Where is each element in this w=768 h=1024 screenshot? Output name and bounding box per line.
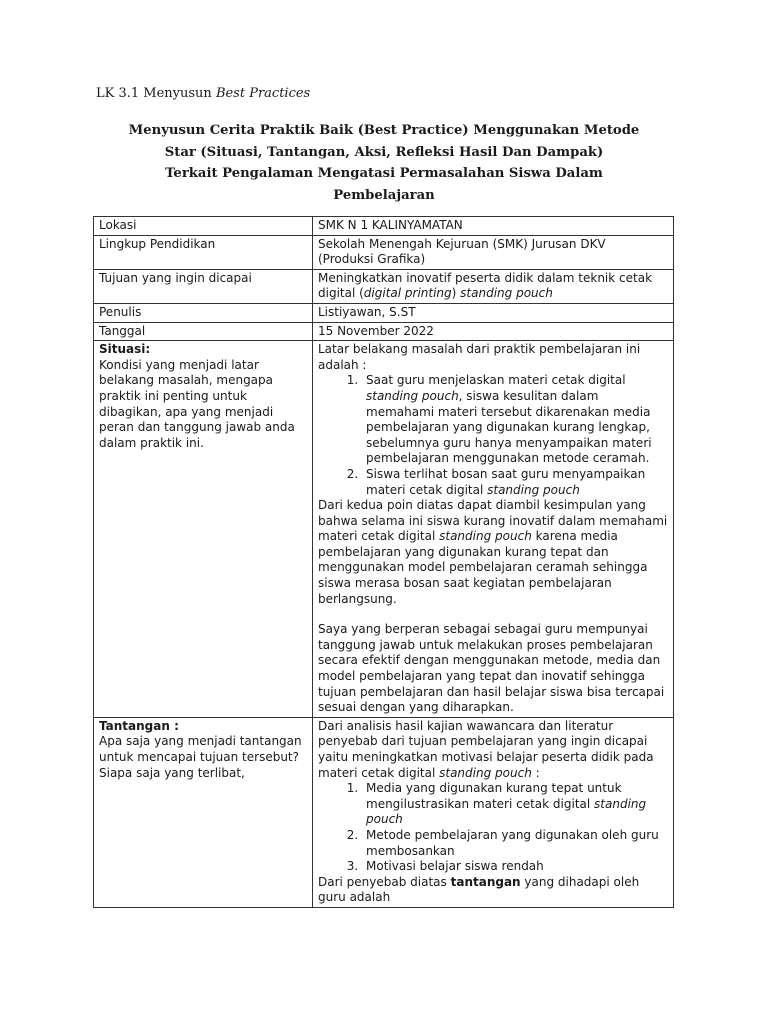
row-tantangan: [94, 717, 674, 907]
situasi-list: [318, 373, 669, 498]
best-practice-table: [93, 216, 674, 908]
tantangan-intro: [318, 719, 669, 781]
situasi-item2-italic: standing pouch: [487, 482, 580, 497]
worksheet-heading-italic: Best Practices: [215, 86, 311, 101]
tantangan-item-3: 3. Motivasi belajar siswa rendah: [362, 859, 669, 875]
tujuan-text-1: Meningkatkan inovatif peserta didik dalam teknik cetak digital (: [318, 270, 653, 301]
tantangan-outro-text-a: Dari penyebab diatas: [318, 874, 451, 889]
title-line-4: Pembelajaran: [333, 187, 435, 203]
situasi-item2-text-a: Siswa terlihat bosan saat guru menyampaikan materi cetak digital: [366, 466, 646, 497]
paragraph-spacer: [318, 607, 669, 622]
tantangan-content: [313, 717, 674, 907]
tantangan-desc: Apa saja yang menjadi tantangan untuk mencapai tujuan tersebut? Siapa saja yang terlibat,: [99, 734, 302, 780]
tantangan-outro-bold: tantangan: [450, 874, 521, 889]
tantangan-intro-text-a: Dari analisis hasil kajian wawancara dan literatur penyebab dari tujuan pembelajaran yang ingin dicapai yaitu meningkatkan motivasi belajar peserta didik pada materi cetak digital: [318, 718, 654, 780]
tantangan-item1-text-a: Media yang digunakan kurang tepat untuk mengilustrasikan materi cetak digital: [366, 781, 622, 811]
tujuan-italic-2: standing pouch: [460, 286, 553, 301]
tantangan-label-cell: [94, 717, 313, 907]
tantangan-item1-italic: standing pouch: [366, 796, 647, 827]
worksheet-heading: [96, 86, 310, 101]
situasi-intro: Latar belakang masalah dari praktik pembelajaran ini adalah :: [318, 342, 641, 372]
penulis-value: Listiyawan, S.ST: [313, 303, 674, 322]
situasi-paragraph-1: [318, 498, 669, 607]
tujuan-text-2: ): [451, 286, 461, 301]
lokasi-value: SMK N 1 KALINYAMATAN: [313, 217, 674, 236]
situasi-paragraph-2: Saya yang berperan sebagai sebagai guru mempunyai tanggung jawab untuk melakukan proses pembelajaran secara efektif dengan menggunakan metode, media dan model pembelajaran yang tepat dan inovatif sehingga tujuan pembelajaran dan hasil belajar siswa bisa tercapai sesuai dengan yang diharapkan.: [318, 622, 665, 715]
tantangan-list: [318, 781, 669, 875]
tanggal-label: Tanggal: [94, 322, 313, 341]
tujuan-italic-1: digital printing: [363, 286, 452, 301]
tujuan-value: [313, 269, 674, 303]
situasi-label-cell: [94, 341, 313, 718]
title-line-2: Star (Situasi, Tantangan, Aksi, Refleksi Hasil Dan Dampak): [164, 144, 604, 160]
row-tujuan: [94, 269, 674, 303]
tantangan-item-2: 2. Metode pembelajaran yang digunakan oleh guru membosankan: [362, 828, 669, 859]
row-tanggal: [94, 322, 674, 341]
row-lokasi: [94, 217, 674, 236]
document-title: [96, 120, 672, 206]
situasi-desc: Kondisi yang menjadi latar belakang masalah, mengapa praktik ini penting untuk dibagikan, apa yang menjadi peran dan tanggung jawab anda dalam praktik ini.: [99, 357, 295, 450]
worksheet-heading-prefix: LK 3.1 Menyusun: [96, 86, 216, 101]
tanggal-value: 15 November 2022: [313, 322, 674, 341]
title-line-3: Terkait Pengalaman Mengatasi Permasalahan Siswa Dalam: [165, 166, 603, 181]
row-situasi: [94, 341, 674, 718]
situasi-item1-text-a: Saat guru menjelaskan materi cetak digital: [366, 373, 626, 388]
tantangan-intro-text-c: :: [531, 765, 540, 780]
tantangan-outro: [318, 875, 669, 906]
situasi-para1-text-c: karena media pembelajaran yang digunakan kurang tepat dan menggunakan model pembelajaran ceramah sehingga siswa merasa bosan saat kegiatan pembelajaran berlangsung.: [318, 529, 648, 606]
row-penulis: [94, 303, 674, 322]
lingkup-value-line1: Sekolah Menengah Kejuruan (SMK) Jurusan DKV: [318, 236, 606, 251]
tantangan-item-1: [362, 781, 669, 828]
penulis-label: Penulis: [94, 303, 313, 322]
situasi-para1-italic: standing pouch: [439, 529, 532, 544]
lingkup-label: Lingkup Pendidikan: [94, 235, 313, 269]
situasi-item1-italic: standing pouch: [366, 388, 459, 403]
tantangan-intro-italic: standing pouch: [439, 765, 532, 780]
situasi-para1-text-a: Dari kedua poin diatas dapat diambil kesimpulan yang bahwa selama ini siswa kurang inovatif dalam memahami materi cetak digital: [318, 498, 668, 544]
lingkup-value: [313, 235, 674, 269]
situasi-content: [313, 341, 674, 718]
lokasi-label: Lokasi: [94, 217, 313, 236]
situasi-item1-text-c: , siswa kesulitan dalam memahami materi tersebut dikarenakan media pembelajaran yang digunakan kurang lengkap, sebelumnya guru hanya menyampaikan materi pembelajaran menggunakan metode ceramah.: [366, 388, 652, 466]
situasi-label: Situasi:: [99, 342, 151, 357]
title-line-1: Menyusun Cerita Praktik Baik (Best Practice) Menggunakan Metode: [128, 123, 640, 138]
tantangan-outro-text-c: yang dihadapi oleh guru adalah: [318, 874, 640, 905]
tujuan-label: Tujuan yang ingin dicapai: [94, 269, 313, 303]
situasi-item-2: [362, 467, 669, 498]
tantangan-label: Tantangan :: [99, 718, 179, 733]
situasi-item-1: [362, 373, 669, 467]
row-lingkup: [94, 235, 674, 269]
lingkup-value-line2: (Produksi Grafika): [318, 252, 426, 267]
